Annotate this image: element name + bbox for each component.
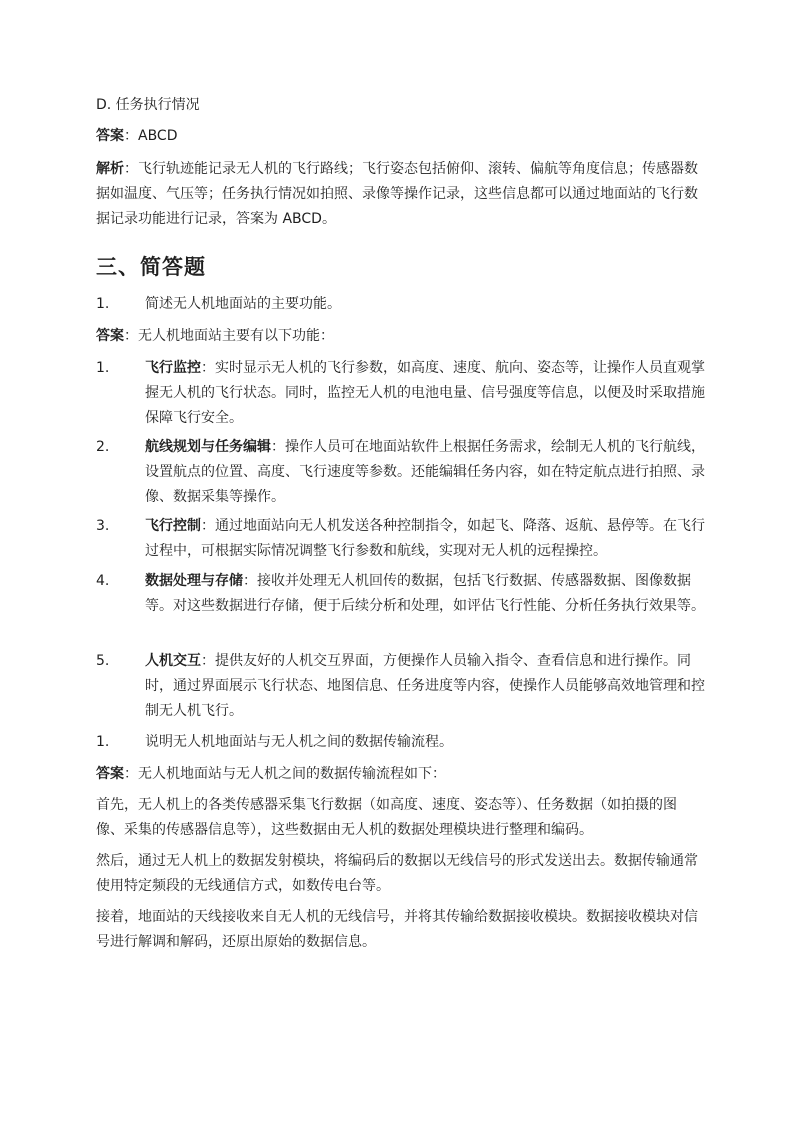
- question-text: 说明无人机地面站与无人机之间的数据传输流程。: [145, 734, 453, 750]
- answer-intro-text: 无人机地面站主要有以下功能：: [138, 328, 334, 344]
- answer-intro: [96, 762, 702, 787]
- item-title: 人机交互: [145, 653, 201, 669]
- option-d: D. 任务执行情况: [96, 97, 200, 113]
- answer-value: ABCD: [138, 128, 178, 144]
- answer-intro-text: 无人机地面站与无人机之间的数据传输流程如下：: [138, 766, 446, 782]
- list-item: [145, 569, 705, 619]
- list-item-number: 3.: [96, 518, 110, 534]
- item-title: 数据处理与存储: [145, 573, 243, 589]
- answer-label: 答案: [96, 766, 124, 782]
- list-item-number: 1.: [96, 360, 110, 376]
- paragraph: 首先，无人机上的各类传感器采集飞行数据（如高度、速度、姿态等）、任务数据（如拍摄的图像、采集的传感器信息等），这些数据由无人机的数据处理模块进行整理和编码。: [96, 797, 677, 838]
- question-number: 1.: [96, 296, 110, 312]
- list-item: [145, 649, 705, 724]
- answer-intro: [96, 324, 702, 349]
- question-number: 1.: [96, 734, 110, 750]
- item-text: 操作人员可在地面站软件上根据任务需求，绘制无人机的飞行航线，设置航点的位置、高度、飞行速度等参数。还能编辑任务内容，如在特定航点进行拍照、录像、数据采集等操作。: [145, 439, 705, 505]
- paragraph: 然后，通过无人机上的数据发射模块，将编码后的数据以无线信号的形式发送出去。数据传输通常使用特定频段的无线通信方式，如数传电台等。: [96, 853, 698, 894]
- item-colon: ：: [201, 518, 215, 534]
- analysis-label: 解析: [96, 161, 124, 177]
- answer-line: [96, 124, 702, 149]
- list-item: [145, 514, 705, 564]
- question-text: 简述无人机地面站的主要功能。: [145, 296, 341, 312]
- answer-colon: ：: [124, 328, 138, 344]
- section-heading: 三、简答题: [96, 255, 206, 279]
- answer-label: 答案: [96, 128, 124, 144]
- item-colon: ：: [201, 653, 215, 669]
- item-title: 航线规划与任务编辑: [145, 439, 271, 455]
- item-title: 飞行控制: [145, 518, 201, 534]
- item-text: 接收并处理无人机回传的数据，包括飞行数据、传感器数据、图像数据等。对这些数据进行存储，便于后续分析和处理，如评估飞行性能、分析任务执行效果等。: [145, 573, 705, 614]
- item-colon: ：: [243, 573, 257, 589]
- answer-colon: ：: [124, 128, 138, 144]
- item-text: 通过地面站向无人机发送各种控制指令，如起飞、降落、返航、悬停等。在飞行过程中，可根据实际情况调整飞行参数和航线，实现对无人机的远程操控。: [145, 518, 705, 559]
- analysis-text: 飞行轨迹能记录无人机的飞行路线；飞行姿态包括俯仰、滚转、偏航等角度信息；传感器数据如温度、气压等；任务执行情况如拍照、录像等操作记录，这些信息都可以通过地面站的飞行数据记录功能进行记录，答案为 ABCD。: [96, 161, 698, 227]
- paragraph: 接着，地面站的天线接收来自无人机的无线信号，并将其传输给数据接收模块。数据接收模块对信号进行解调和解码，还原出原始的数据信息。: [96, 909, 698, 950]
- item-text: 提供友好的人机交互界面，方便操作人员输入指令、查看信息和进行操作。同时，通过界面展示飞行状态、地图信息、任务进度等内容，使操作人员能够高效地管理和控制无人机飞行。: [145, 653, 705, 719]
- analysis-colon: ：: [124, 161, 138, 177]
- list-item-number: 4.: [96, 573, 110, 589]
- answer-label: 答案: [96, 328, 124, 344]
- list-item-number: 2.: [96, 439, 110, 455]
- list-item: [145, 356, 705, 431]
- analysis-paragraph: [96, 157, 702, 232]
- item-text: 实时显示无人机的飞行参数，如高度、速度、航向、姿态等，让操作人员直观掌握无人机的飞行状态。同时，监控无人机的电池电量、信号强度等信息，以便及时采取措施保障飞行安全。: [145, 360, 705, 426]
- item-colon: ：: [201, 360, 215, 376]
- item-colon: ：: [271, 439, 285, 455]
- list-item: [145, 435, 705, 510]
- answer-colon: ：: [124, 766, 138, 782]
- item-title: 飞行监控: [145, 360, 201, 376]
- list-item-number: 5.: [96, 653, 110, 669]
